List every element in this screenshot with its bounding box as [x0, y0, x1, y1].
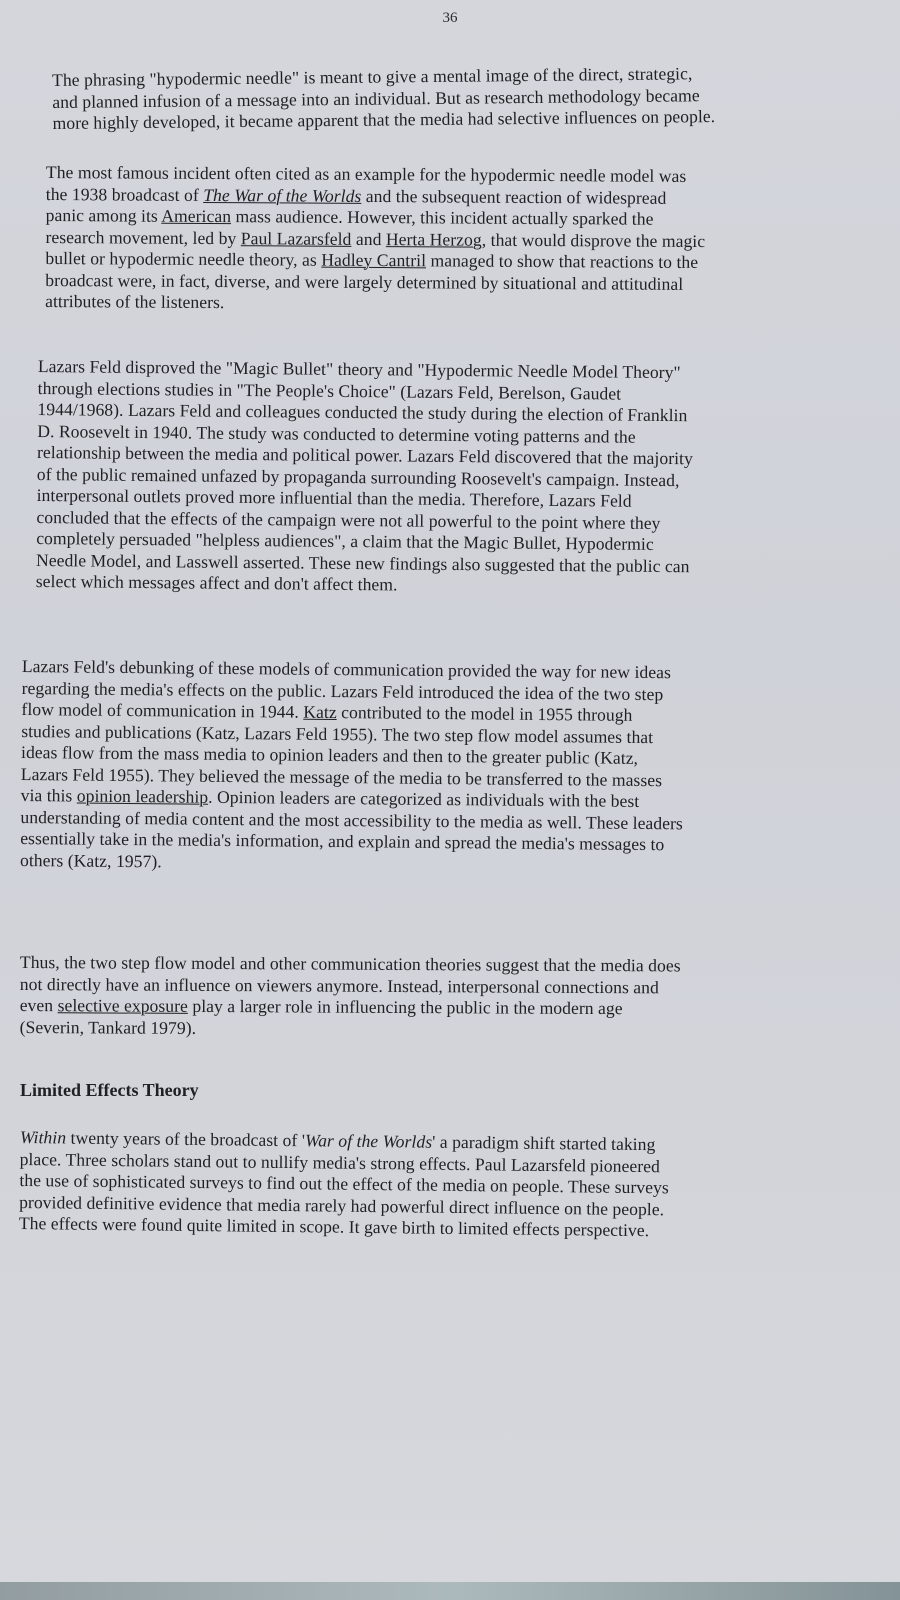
page-number: 36	[442, 10, 458, 26]
paragraph-limited-effects	[19, 1127, 874, 1244]
link-katz[interactable]: Katz	[303, 701, 337, 723]
text-line: broadcast were, in fact, diverse, and were largely determined by situational and attitudinal	[45, 269, 684, 294]
text-line: place. Three scholars stand out to nullify media's strong effects. Paul Lazarsfeld pioneered	[19, 1148, 661, 1176]
paragraph-peoples-choice	[36, 356, 874, 601]
section-heading: Limited Effects Theory	[20, 1080, 199, 1100]
text-line: concluded that the effects of the campaign were not all powerful to the point where they	[36, 506, 661, 533]
text-line: more highly developed, it became apparent that the media had selective influences on people.	[52, 106, 716, 133]
link-herta-herzog[interactable]: Herta Herzog	[385, 228, 482, 250]
text-line: provided definitive evidence that media rarely had powerful direct influence on the people.	[19, 1191, 665, 1219]
text-line: Needle Model, and Lasswell asserted. These new findings also suggested that the public can	[35, 549, 690, 576]
text-line: of the public remained unfazed by propaganda surrounding Roosevelt's campaign. Instead,	[36, 463, 680, 490]
text-line: select which messages affect and don't affect them.	[35, 570, 398, 595]
text-line: Lazars Feld disproved the "Magic Bullet" theory and "Hypodermic Needle Model Theory"	[37, 356, 681, 383]
link-american[interactable]: American	[161, 205, 232, 227]
text-line: completely persuaded "helpless audiences", a claim that the Magic Bullet, Hypodermic	[36, 527, 654, 554]
text-line: even selective exposure play a larger role in influencing the public in the modern age	[19, 994, 623, 1019]
text-line: the 1938 broadcast of The War of the Worlds and the subsequent reaction of widespread	[45, 183, 667, 208]
paragraph-hypodermic-intro	[52, 61, 875, 134]
paragraph-conclusion	[20, 952, 874, 1042]
link-selective-exposure[interactable]: selective exposure	[57, 995, 189, 1016]
text-line: ideas flow from the mass media to opinion leaders and then to the greater public (Katz,	[20, 741, 639, 768]
text-line: studies and publications (Katz, Lazars Feld 1955). The two step flow model assumes that	[21, 720, 654, 747]
text-line: (Severin, Tankard 1979).	[19, 1016, 197, 1038]
text-line: flow model of communication in 1944. Katz contributed to the model in 1955 through	[21, 698, 633, 725]
text-line: via this opinion leadership. Opinion leaders are categorized as individuals with the best	[20, 784, 640, 811]
paragraph-two-step-flow	[20, 656, 874, 879]
text-line: panic among its American mass audience. However, this incident actually sparked the	[45, 204, 654, 229]
text-line: relationship between the media and political power. Lazars Feld discovered that the majority	[36, 441, 693, 469]
text-line: not directly have an influence on viewers anymore. Instead, interpersonal connections and	[19, 973, 659, 997]
text-line: research movement, led by Paul Lazarsfeld and Herta Herzog, that would disprove the magic	[45, 226, 706, 251]
text-line: understanding of media content and the most accessibility to the media as well. These leaders	[20, 806, 683, 833]
link-war-of-the-worlds[interactable]: The War of the Worlds	[203, 184, 362, 206]
link-paul-lazarsfeld[interactable]: Paul Lazarsfeld	[240, 227, 352, 249]
text-line: Thus, the two step flow model and other communication theories suggest that the media does	[19, 952, 681, 976]
text-line: 1944/1968). Lazars Feld and colleagues conducted the study during the election of Franklin	[37, 398, 688, 426]
page-bottom-edge	[0, 1582, 900, 1600]
text-line: essentially take in the media's information, and explain and spread the media's messages to	[20, 827, 665, 855]
text-line: The effects were found quite limited in scope. It gave birth to limited effects perspective.	[18, 1212, 650, 1241]
text-line: Lazars Feld 1955). They believed the message of the media to be transferred to the masses	[20, 763, 663, 790]
text-line: The most famous incident often cited as an example for the hypodermic needle model was	[45, 162, 687, 186]
text-line: Lazars Feld's debunking of these models of communication provided the way for new ideas	[21, 656, 672, 683]
text-line: the use of sophisticated surveys to find out the effect of the media on people. These surveys	[19, 1169, 669, 1198]
text-line: bullet or hypodermic needle theory, as Hadley Cantril managed to show that reactions to the	[45, 247, 699, 272]
text-line: interpersonal outlets proved more influential than the media. Therefore, Lazars Feld	[36, 484, 632, 511]
text-line: D. Roosevelt in 1940. The study was conducted to determine voting patterns and the	[37, 420, 636, 447]
text-line: attributes of the listeners.	[45, 290, 225, 313]
text-line: Within twenty years of the broadcast of 'War of the Worlds' a paradigm shift started taking	[19, 1127, 656, 1155]
text-line: The phrasing "hypodermic needle" is meant to give a mental image of the direct, strategic,	[52, 63, 693, 90]
link-hadley-cantril[interactable]: Hadley Cantril	[321, 249, 427, 271]
text-line: and planned infusion of a message into an individual. But as research methodology became	[52, 84, 700, 112]
text-line: through elections studies in "The People's Choice" (Lazars Feld, Berelson, Gaudet	[37, 377, 622, 404]
link-opinion-leadership[interactable]: opinion leadership	[76, 785, 209, 807]
text-line: regarding the media's effects on the public. Lazars Feld introduced the idea of the two step	[21, 677, 664, 704]
text-line: others (Katz, 1957).	[19, 849, 162, 871]
paragraph-war-of-the-worlds	[45, 162, 874, 318]
